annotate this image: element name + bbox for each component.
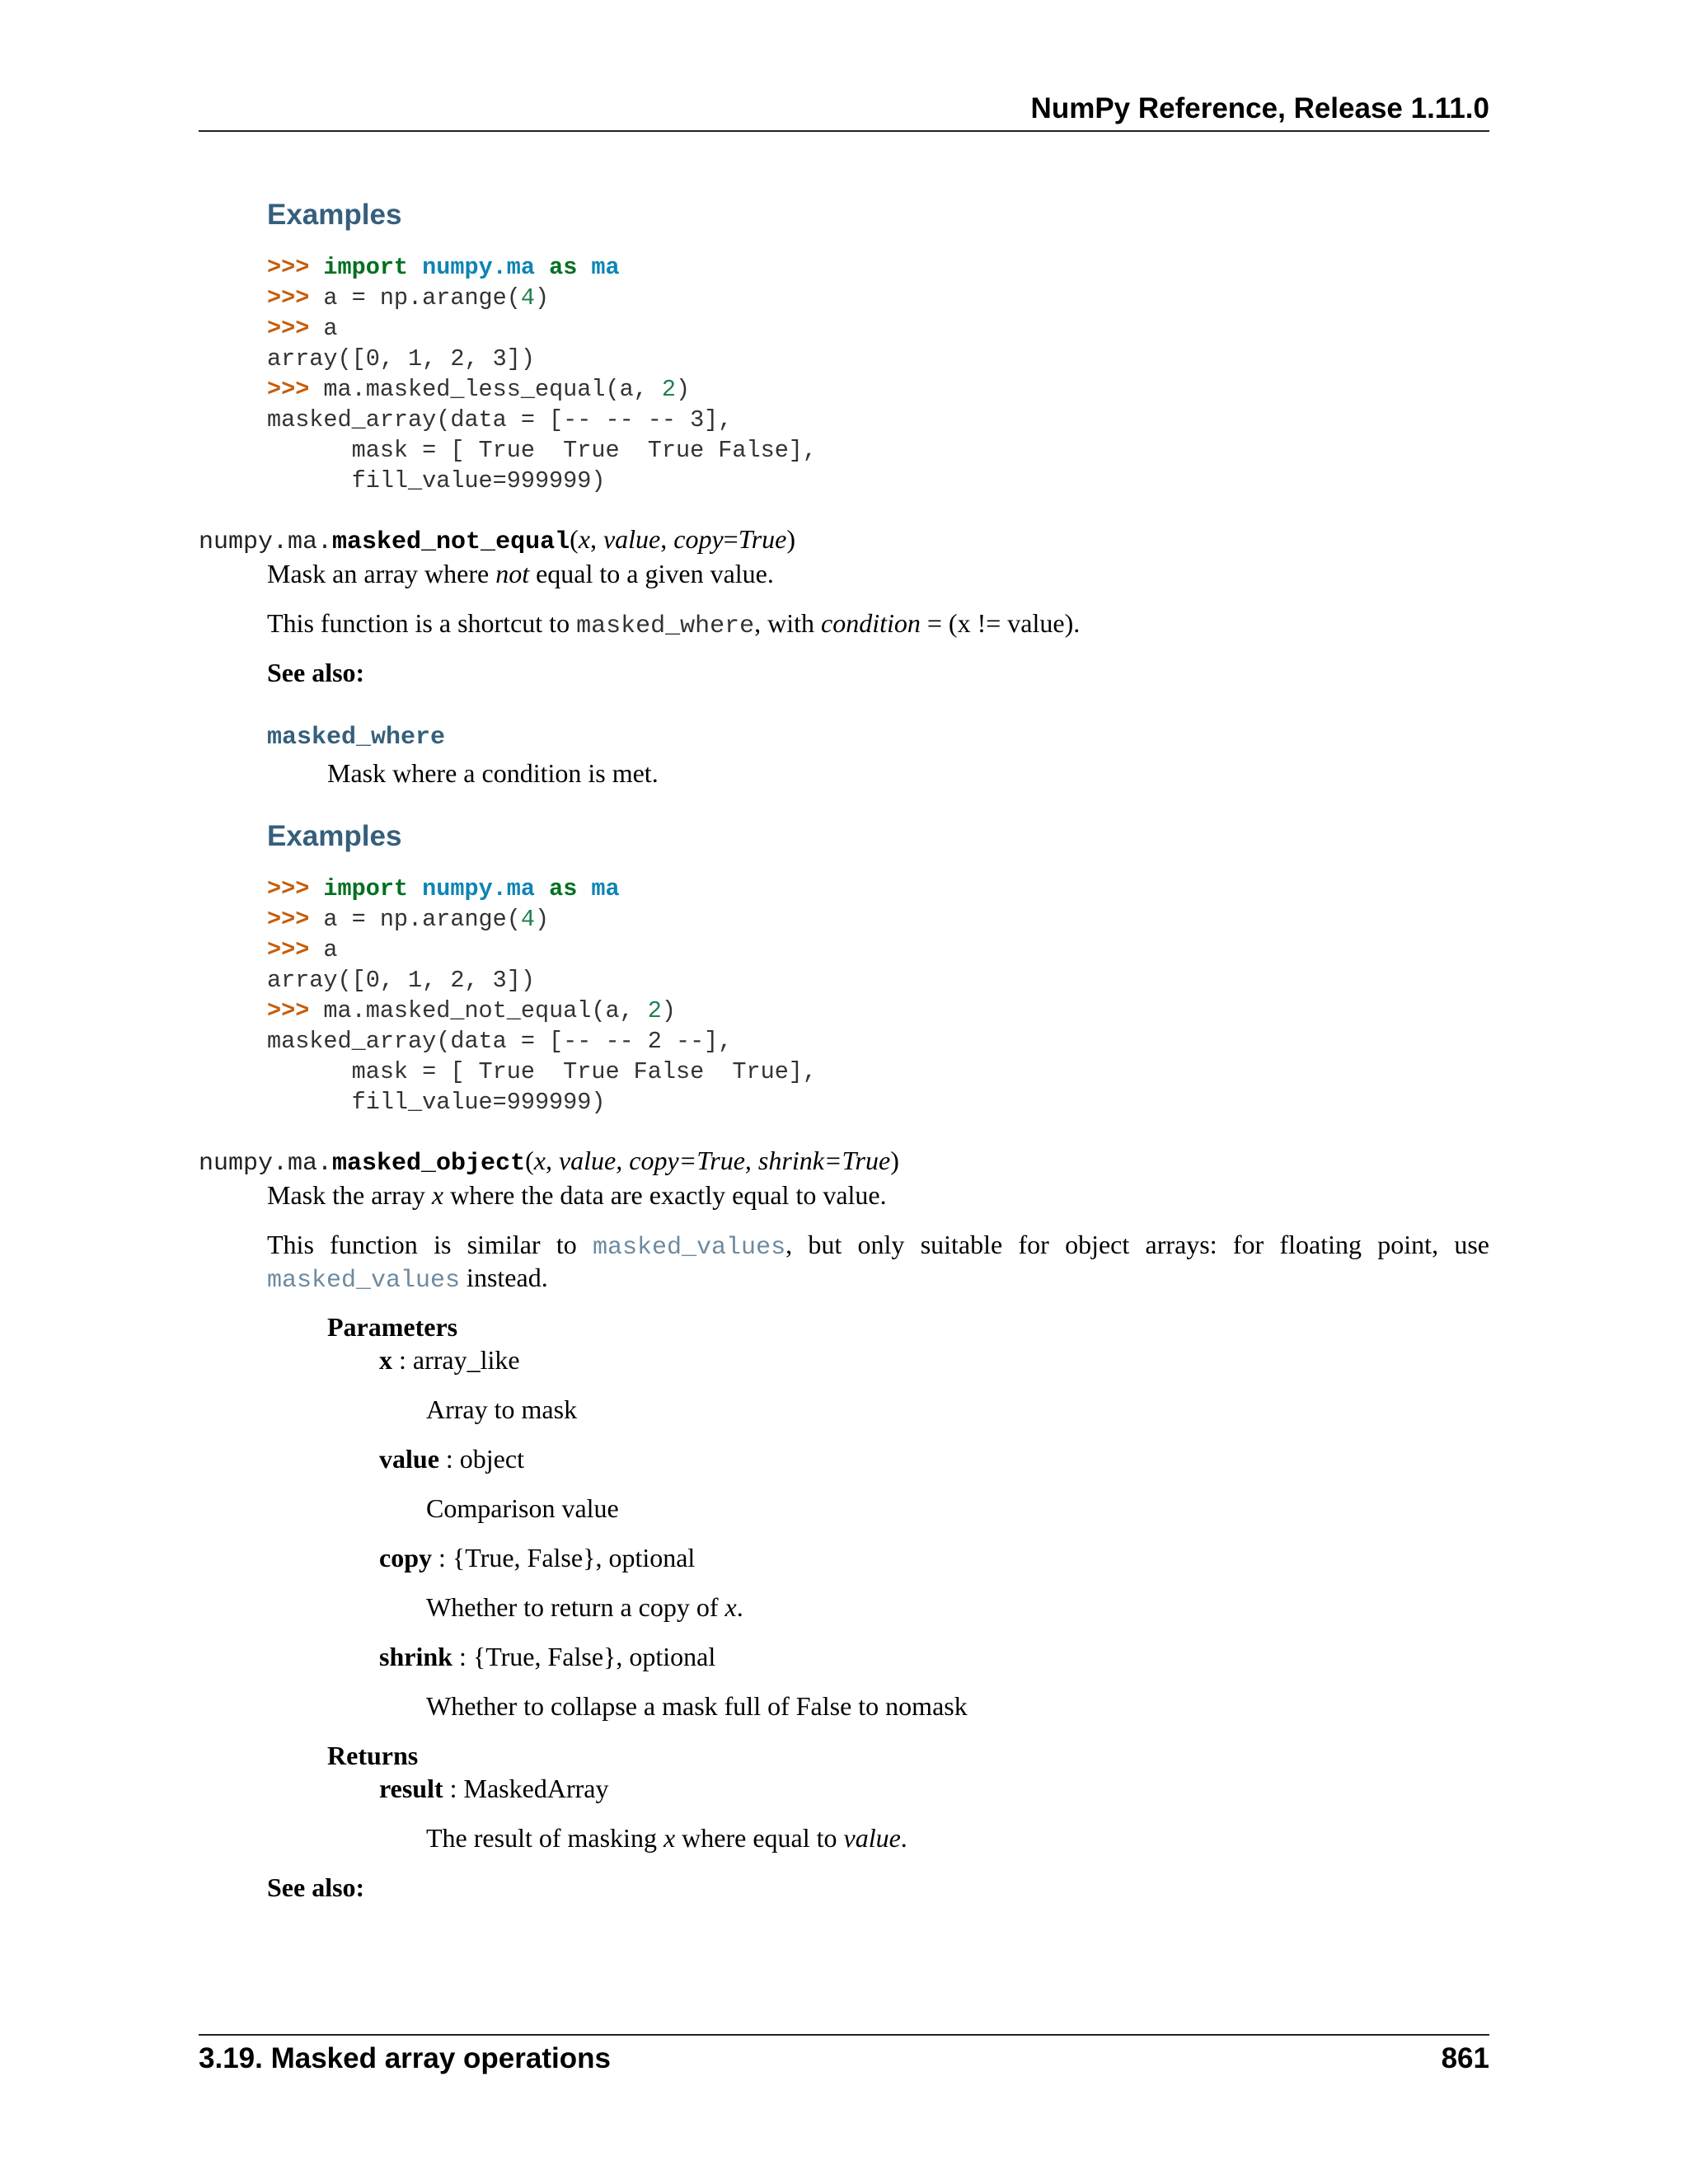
- code-line: >>> ma.masked_less_equal(a, 2): [267, 376, 691, 403]
- see-also-description: Mask where a condition is met.: [327, 758, 659, 788]
- page-number: 861: [1441, 2042, 1489, 2074]
- code-line: mask = [ True True False True],: [267, 1058, 818, 1085]
- footer-rule: [199, 2034, 1489, 2036]
- header-title: NumPy Reference, Release 1.11.0: [1030, 92, 1489, 124]
- function-signature: numpy.ma.masked_object(x, value, copy=True, shrink=True): [199, 1146, 899, 1178]
- code-block: [267, 252, 817, 496]
- code-line: >>> ma.masked_not_equal(a, 2): [267, 997, 677, 1024]
- parameters-label: Parameters: [327, 1312, 458, 1342]
- see-also-label: See also:: [267, 658, 365, 687]
- function-note: This function is a shortcut to masked_where, with condition = (x != value).: [267, 608, 1081, 640]
- footer-section: 3.19. Masked array operations: [199, 2042, 611, 2074]
- examples-heading: Examples: [267, 199, 402, 231]
- param-copy-description: Whether to return a copy of x.: [426, 1592, 743, 1622]
- param-shrink: shrink : {True, False}, optional: [379, 1642, 716, 1671]
- code-line: >>> import numpy.ma as ma: [267, 875, 620, 902]
- code-block: [267, 874, 817, 1118]
- function-note: This function is similar to masked_values, but only suitable for object arrays: for floating point, use: [267, 1230, 1490, 1262]
- code-line: mask = [ True True True False],: [267, 437, 818, 464]
- code-line: fill_value=999999): [267, 467, 606, 494]
- param-copy: copy : {True, False}, optional: [379, 1543, 696, 1572]
- see-also-link[interactable]: masked_where: [267, 724, 446, 752]
- function-note-continued: masked_values instead.: [267, 1263, 548, 1295]
- returns-label: Returns: [327, 1741, 419, 1770]
- code-line: masked_array(data = [-- -- -- 3],: [267, 406, 733, 434]
- function-description: Mask the array x where the data are exactly equal to value.: [267, 1180, 887, 1210]
- param-x: x : array_like: [379, 1345, 520, 1375]
- return-result-description: The result of masking x where equal to value.: [426, 1823, 907, 1853]
- function-description: Mask an array where not equal to a given value.: [267, 559, 774, 588]
- code-line: >>> a: [267, 315, 338, 342]
- code-line: array([0, 1, 2, 3]): [267, 345, 535, 373]
- code-line: >>> a = np.arange(4): [267, 284, 550, 312]
- param-value-description: Comparison value: [426, 1493, 619, 1523]
- code-line: array([0, 1, 2, 3]): [267, 967, 535, 994]
- code-line: >>> a: [267, 936, 338, 963]
- see-also-label: See also:: [267, 1872, 365, 1902]
- function-signature: numpy.ma.masked_not_equal(x, value, copy=True): [199, 524, 796, 556]
- param-shrink-description: Whether to collapse a mask full of False to nomask: [426, 1691, 968, 1721]
- return-result: result : MaskedArray: [379, 1774, 609, 1803]
- page-header: [199, 89, 1489, 132]
- code-line: >>> import numpy.ma as ma: [267, 254, 620, 281]
- code-line: masked_array(data = [-- -- 2 --],: [267, 1028, 733, 1055]
- param-value: value : object: [379, 1444, 524, 1474]
- page-footer: [199, 2042, 1489, 2075]
- code-line: >>> a = np.arange(4): [267, 906, 550, 933]
- param-x-description: Array to mask: [426, 1394, 578, 1424]
- examples-heading: Examples: [267, 820, 402, 852]
- code-line: fill_value=999999): [267, 1089, 606, 1116]
